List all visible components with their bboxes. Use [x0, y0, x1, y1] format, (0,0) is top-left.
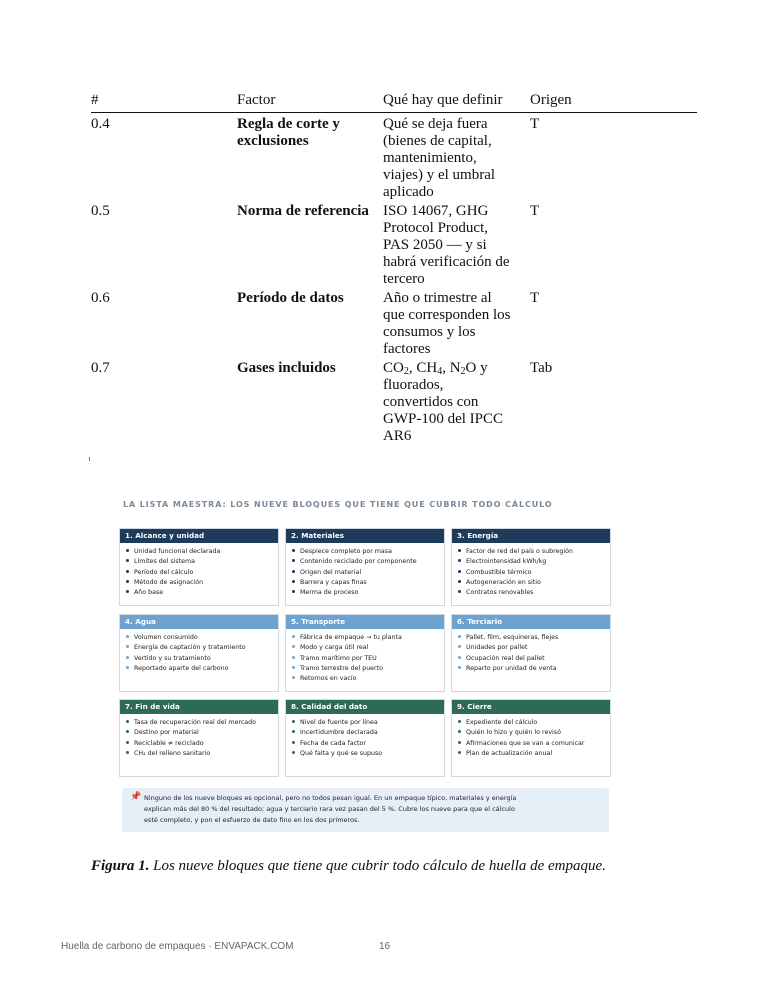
row-num: 0.6	[91, 290, 110, 306]
block-items	[452, 714, 610, 759]
note-line: Ninguno de los nueve bloques es opcional, pero no todos pesan igual. En un empaque típico, materiales y energía	[144, 794, 517, 802]
block-card	[119, 699, 279, 777]
row-factor	[237, 360, 377, 377]
block-title: 5. Transporte	[286, 615, 444, 629]
block-item	[292, 557, 444, 567]
bullet-icon	[126, 570, 129, 573]
bullet-icon	[292, 635, 295, 638]
block-card	[451, 699, 611, 777]
row-factor	[237, 203, 377, 220]
block-item-text: Expediente del cálculo	[466, 719, 538, 726]
header-origin: Origen	[530, 92, 572, 108]
bullet-icon	[458, 656, 461, 659]
row-definition	[383, 360, 523, 445]
row-num: 0.7	[91, 360, 110, 376]
block-item-text: Barrera y capas finas	[300, 578, 367, 586]
block-title: 7. Fin de vida	[120, 700, 278, 714]
block-card	[451, 614, 611, 692]
row-origin: T	[530, 290, 540, 306]
block-item	[292, 643, 444, 653]
definition-line: ISO 14067, GHG	[383, 203, 489, 219]
definition-line: aplicado	[383, 184, 434, 200]
block-item-text: Combustible térmico	[466, 568, 532, 576]
gas-text: O y	[465, 360, 488, 376]
block-item-text: Límites del sistema	[134, 558, 196, 566]
block-item-text: Origen del material	[300, 568, 362, 576]
block-item-text: Afirmaciones que se van a comunicar	[466, 739, 585, 747]
bullet-icon	[292, 666, 295, 669]
bullet-icon	[458, 720, 461, 723]
block-item-text: Factor de red del país o subregión	[466, 548, 574, 555]
block-item-text: Año base	[134, 589, 164, 597]
bullet-icon	[458, 580, 461, 583]
block-item	[458, 749, 610, 759]
block-item-text: Autogeneración en sitio	[466, 578, 541, 586]
caption-label: Figura 1.	[91, 858, 150, 874]
block-title: 8. Calidad del dato	[286, 700, 444, 714]
bullet-icon	[126, 580, 129, 583]
bullet-icon	[126, 666, 129, 669]
block-title: 3. Energía	[452, 529, 610, 543]
note-line: esté completo, y pon el esfuerzo de dato fino en los dos primeros.	[144, 816, 360, 824]
block-item-text: Período del cálculo	[134, 568, 194, 576]
gas-text: CO	[383, 360, 404, 376]
block-item-text: Reportado aparte del carbono	[134, 664, 229, 672]
block-item	[126, 728, 278, 738]
bullet-icon	[292, 549, 295, 552]
row-origin: T	[530, 203, 540, 219]
bullet-icon	[292, 676, 295, 679]
block-item-text: Electrointensidad kWh/kg	[466, 558, 547, 566]
block-card	[285, 528, 445, 606]
block-item	[126, 578, 278, 588]
table-row	[91, 116, 697, 201]
block-item	[126, 654, 278, 664]
factor-line: Norma de referencia	[237, 203, 369, 219]
block-item	[126, 739, 278, 749]
block-item	[458, 654, 610, 664]
caption-text: Los nueve bloques que tiene que cubrir todo cálculo de huella de empaque.	[149, 858, 606, 874]
factor-line: Regla de corte y	[237, 116, 340, 132]
block-item-text: Vertido y su tratamiento	[134, 654, 211, 662]
block-item	[292, 739, 444, 749]
gas-subscript: 2	[403, 366, 409, 377]
bullet-icon	[126, 720, 129, 723]
block-item-text: Unidades por pallet	[466, 644, 528, 652]
factor-line: Período de datos	[237, 290, 344, 306]
definition-line: PAS 2050 — y si	[383, 237, 487, 253]
block-item	[126, 568, 278, 578]
block-item	[126, 643, 278, 653]
gas-subscript: 2	[460, 366, 466, 377]
bullet-icon	[458, 730, 461, 733]
block-item	[126, 664, 278, 674]
block-item	[126, 547, 278, 557]
bullet-icon	[458, 559, 461, 562]
block-items	[286, 629, 444, 684]
infographic-title: LA LISTA MAESTRA: LOS NUEVE BLOQUES QUE TIENE QUE CUBRIR TODO CÁLCULO	[123, 500, 553, 509]
bullet-icon	[126, 730, 129, 733]
bullet-icon	[126, 590, 129, 593]
block-item	[458, 578, 610, 588]
block-card	[285, 699, 445, 777]
block-item-text: CH₄ del relleno sanitario	[134, 749, 211, 757]
pin-icon: 📌	[130, 792, 142, 802]
page-mark	[89, 457, 90, 461]
block-item-text: Tramo terrestre del puerto	[300, 664, 383, 672]
block-item-text: Pallet, film, esquineras, flejes	[466, 634, 559, 641]
block-item-text: Destino por material	[134, 729, 199, 737]
gas-subscript: 4	[437, 366, 443, 377]
block-item-text: Qué falta y qué se supuso	[300, 749, 383, 757]
block-item	[458, 633, 610, 643]
infographic	[119, 496, 611, 824]
block-item	[458, 728, 610, 738]
definition-line: factores	[383, 341, 431, 357]
footer-title: Huella de carbono de empaques · ENVAPACK.COM	[61, 941, 294, 952]
block-item	[126, 718, 278, 728]
header-factor: Factor	[237, 92, 276, 108]
block-card	[451, 528, 611, 606]
block-title: 1. Alcance y unidad	[120, 529, 278, 543]
block-item-text: Tasa de recuperación real del mercado	[134, 719, 257, 726]
bullet-icon	[292, 656, 295, 659]
note-box	[122, 788, 609, 832]
block-item	[292, 633, 444, 643]
page-number: 16	[379, 941, 391, 952]
block-card	[119, 528, 279, 606]
factor-table	[91, 92, 697, 444]
bullet-icon	[292, 559, 295, 562]
block-item-text: Fecha de cada factor	[300, 739, 366, 747]
bullet-icon	[458, 751, 461, 754]
row-num: 0.4	[91, 116, 110, 132]
block-title: 9. Cierre	[452, 700, 610, 714]
table-row	[91, 360, 697, 445]
bullet-icon	[292, 751, 295, 754]
block-item-text: Incertidumbre declarada	[300, 729, 378, 737]
figure-caption	[91, 858, 606, 875]
block-item-text: Merma de proceso	[300, 589, 359, 597]
bullet-icon	[292, 580, 295, 583]
block-item	[126, 588, 278, 598]
note-line: explican más del 80 % del resultado; agua y terciario rara vez pasan del 5 %. Cubre los nueve para que el cálculo	[144, 805, 515, 813]
bullet-icon	[126, 635, 129, 638]
block-item-text: Tramo marítimo por TEU	[300, 654, 377, 662]
definition-line: Protocol Product,	[383, 220, 488, 236]
bullet-icon	[126, 656, 129, 659]
gas-text: , CH	[408, 360, 438, 376]
definition-line: Qué se deja fuera	[383, 116, 488, 132]
row-definition	[383, 116, 523, 201]
block-item	[292, 749, 444, 759]
header-definition: Qué hay que definir	[383, 92, 503, 108]
definition-line: tercero	[383, 271, 425, 287]
table-row	[91, 203, 697, 288]
block-item	[292, 588, 444, 598]
block-item-text: Fábrica de empaque → tu planta	[300, 634, 402, 641]
block-item	[292, 664, 444, 674]
definition-line: AR6	[383, 428, 412, 444]
block-card	[119, 614, 279, 692]
factor-line: Gases incluidos	[237, 360, 336, 376]
bullet-icon	[292, 645, 295, 648]
row-factor	[237, 116, 377, 150]
block-item-text: Método de asignación	[134, 578, 204, 586]
bullet-icon	[292, 570, 295, 573]
bullet-icon	[458, 590, 461, 593]
gas-text: , N	[442, 360, 461, 376]
row-factor	[237, 290, 377, 307]
block-items	[452, 543, 610, 598]
block-item-text: Quién lo hizo y quién lo revisó	[466, 729, 561, 737]
block-item-text: Plan de actualización anual	[466, 749, 553, 757]
definition-line: mantenimiento,	[383, 150, 477, 166]
bullet-icon	[126, 559, 129, 562]
bullet-icon	[458, 666, 461, 669]
bullet-icon	[126, 549, 129, 552]
block-item-text: Reparto por unidad de venta	[466, 664, 557, 672]
definition-line: Año o trimestre al	[383, 290, 492, 306]
block-item	[458, 643, 610, 653]
block-item	[292, 568, 444, 578]
row-origin: Tab	[530, 360, 553, 376]
table-row	[91, 290, 697, 358]
block-items	[120, 629, 278, 674]
bullet-icon	[126, 741, 129, 744]
row-definition	[383, 290, 523, 358]
bullet-icon	[292, 730, 295, 733]
block-item	[292, 654, 444, 664]
definition-line: fluorados,	[383, 377, 444, 393]
definition-line: viajes) y el umbral	[383, 167, 496, 183]
block-item-text: Reciclable ≠ reciclado	[134, 739, 204, 747]
block-item	[126, 557, 278, 567]
row-origin: T	[530, 116, 540, 132]
block-item	[458, 718, 610, 728]
block-items	[286, 543, 444, 598]
definition-line: GWP-100 del IPCC	[383, 411, 503, 427]
block-item-text: Contenido reciclado por componente	[300, 558, 417, 566]
block-item	[292, 578, 444, 588]
definition-line: (bienes de capital,	[383, 133, 492, 149]
block-item-text: Modo y carga útil real	[300, 644, 369, 652]
bullet-icon	[292, 590, 295, 593]
block-item-text: Unidad funcional declarada	[134, 548, 221, 555]
bullet-icon	[458, 741, 461, 744]
block-item	[292, 674, 444, 684]
block-card	[285, 614, 445, 692]
block-title: 4. Agua	[120, 615, 278, 629]
bullet-icon	[458, 635, 461, 638]
definition-line: convertidos con	[383, 394, 479, 410]
block-items	[120, 543, 278, 598]
bullet-icon	[458, 549, 461, 552]
factor-line: exclusiones	[237, 133, 309, 149]
definition-line: consumos y los	[383, 324, 476, 340]
block-item	[458, 588, 610, 598]
block-items	[286, 714, 444, 759]
row-definition	[383, 203, 523, 288]
block-item-text: Ocupación real del pallet	[466, 654, 545, 662]
block-item	[292, 547, 444, 557]
bullet-icon	[292, 720, 295, 723]
gases-line	[383, 360, 523, 377]
block-item	[292, 718, 444, 728]
block-item-text: Retornos en vacío	[300, 675, 357, 683]
block-item-text: Volumen consumido	[134, 634, 198, 641]
header-num: #	[91, 92, 99, 108]
block-item	[458, 547, 610, 557]
block-item	[458, 568, 610, 578]
block-item	[126, 633, 278, 643]
bullet-icon	[458, 570, 461, 573]
block-item-text: Despiece completo por masa	[300, 548, 392, 555]
block-title: 2. Materiales	[286, 529, 444, 543]
block-item	[458, 664, 610, 674]
block-item	[292, 728, 444, 738]
table-header	[91, 92, 697, 113]
block-item	[126, 749, 278, 759]
block-item-text: Energía de captación y tratamiento	[134, 644, 246, 652]
bullet-icon	[126, 645, 129, 648]
block-items	[120, 714, 278, 759]
block-item	[458, 739, 610, 749]
bullet-icon	[458, 645, 461, 648]
definition-line: que corresponden los	[383, 307, 511, 323]
block-item-text: Nivel de fuente por línea	[300, 719, 378, 726]
row-num: 0.5	[91, 203, 110, 219]
definition-line: habrá verificación de	[383, 254, 510, 270]
block-title: 6. Terciario	[452, 615, 610, 629]
block-item-text: Contratos renovables	[466, 589, 534, 597]
bullet-icon	[292, 741, 295, 744]
bullet-icon	[126, 751, 129, 754]
block-item	[458, 557, 610, 567]
block-items	[452, 629, 610, 674]
